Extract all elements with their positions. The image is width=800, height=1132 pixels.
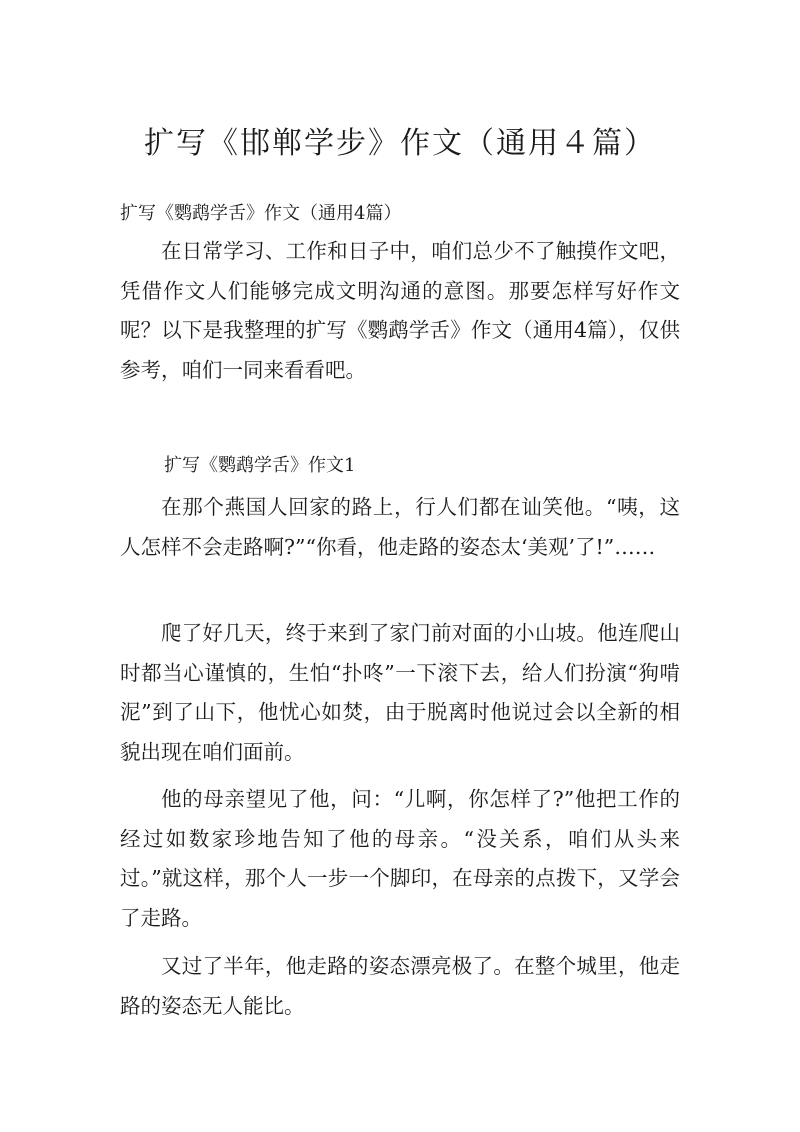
body-paragraph-4: 又过了半年，他走路的姿态漂亮极了。在整个城里，他走路的姿态无人能比。 [120,954,680,1018]
document-subtitle: 扩写《鹦鹉学舌》作文（通用4篇） [120,203,402,224]
section-heading: 扩写《鹦鹉学舌》作文1 [164,455,356,476]
intro-paragraph: 在日常学习、工作和日子中，咱们总少不了触摸作文吧，凭借作文人们能够完成文明沟通的意图。那要怎样写好作文呢？以下是我整理的扩写《鹦鹉学舌》作文（通用4篇），仅供参考，咱们一同来看看吧。 [120,239,680,382]
body-paragraph-3: 他的母亲望见了他，问：“儿啊，你怎样了?”他把工作的经过如数家珍地告知了他的母亲。“没关系，咱们从头来过。”就这样，那个人一步一个脚印，在母亲的点拨下，又学会了走路。 [120,787,680,930]
body-paragraph-2: 爬了好几天，终于来到了家门前对面的小山坡。他连爬山时都当心谨慎的，生怕“扑咚”一下滚下去，给人们扮演“狗啃泥”到了山下，他忧心如焚，由于脱离时他说过会以全新的相貌出现在咱们面前。 [120,621,680,764]
body-paragraph-1: 在那个燕国人回家的路上，行人们都在讪笑他。“咦，这人怎样不会走路啊?”“你看，他走路的姿态太‘美观’了!”…… [120,495,680,559]
document-title: 扩写《邯郸学步》作文（通用４篇） [144,126,656,161]
